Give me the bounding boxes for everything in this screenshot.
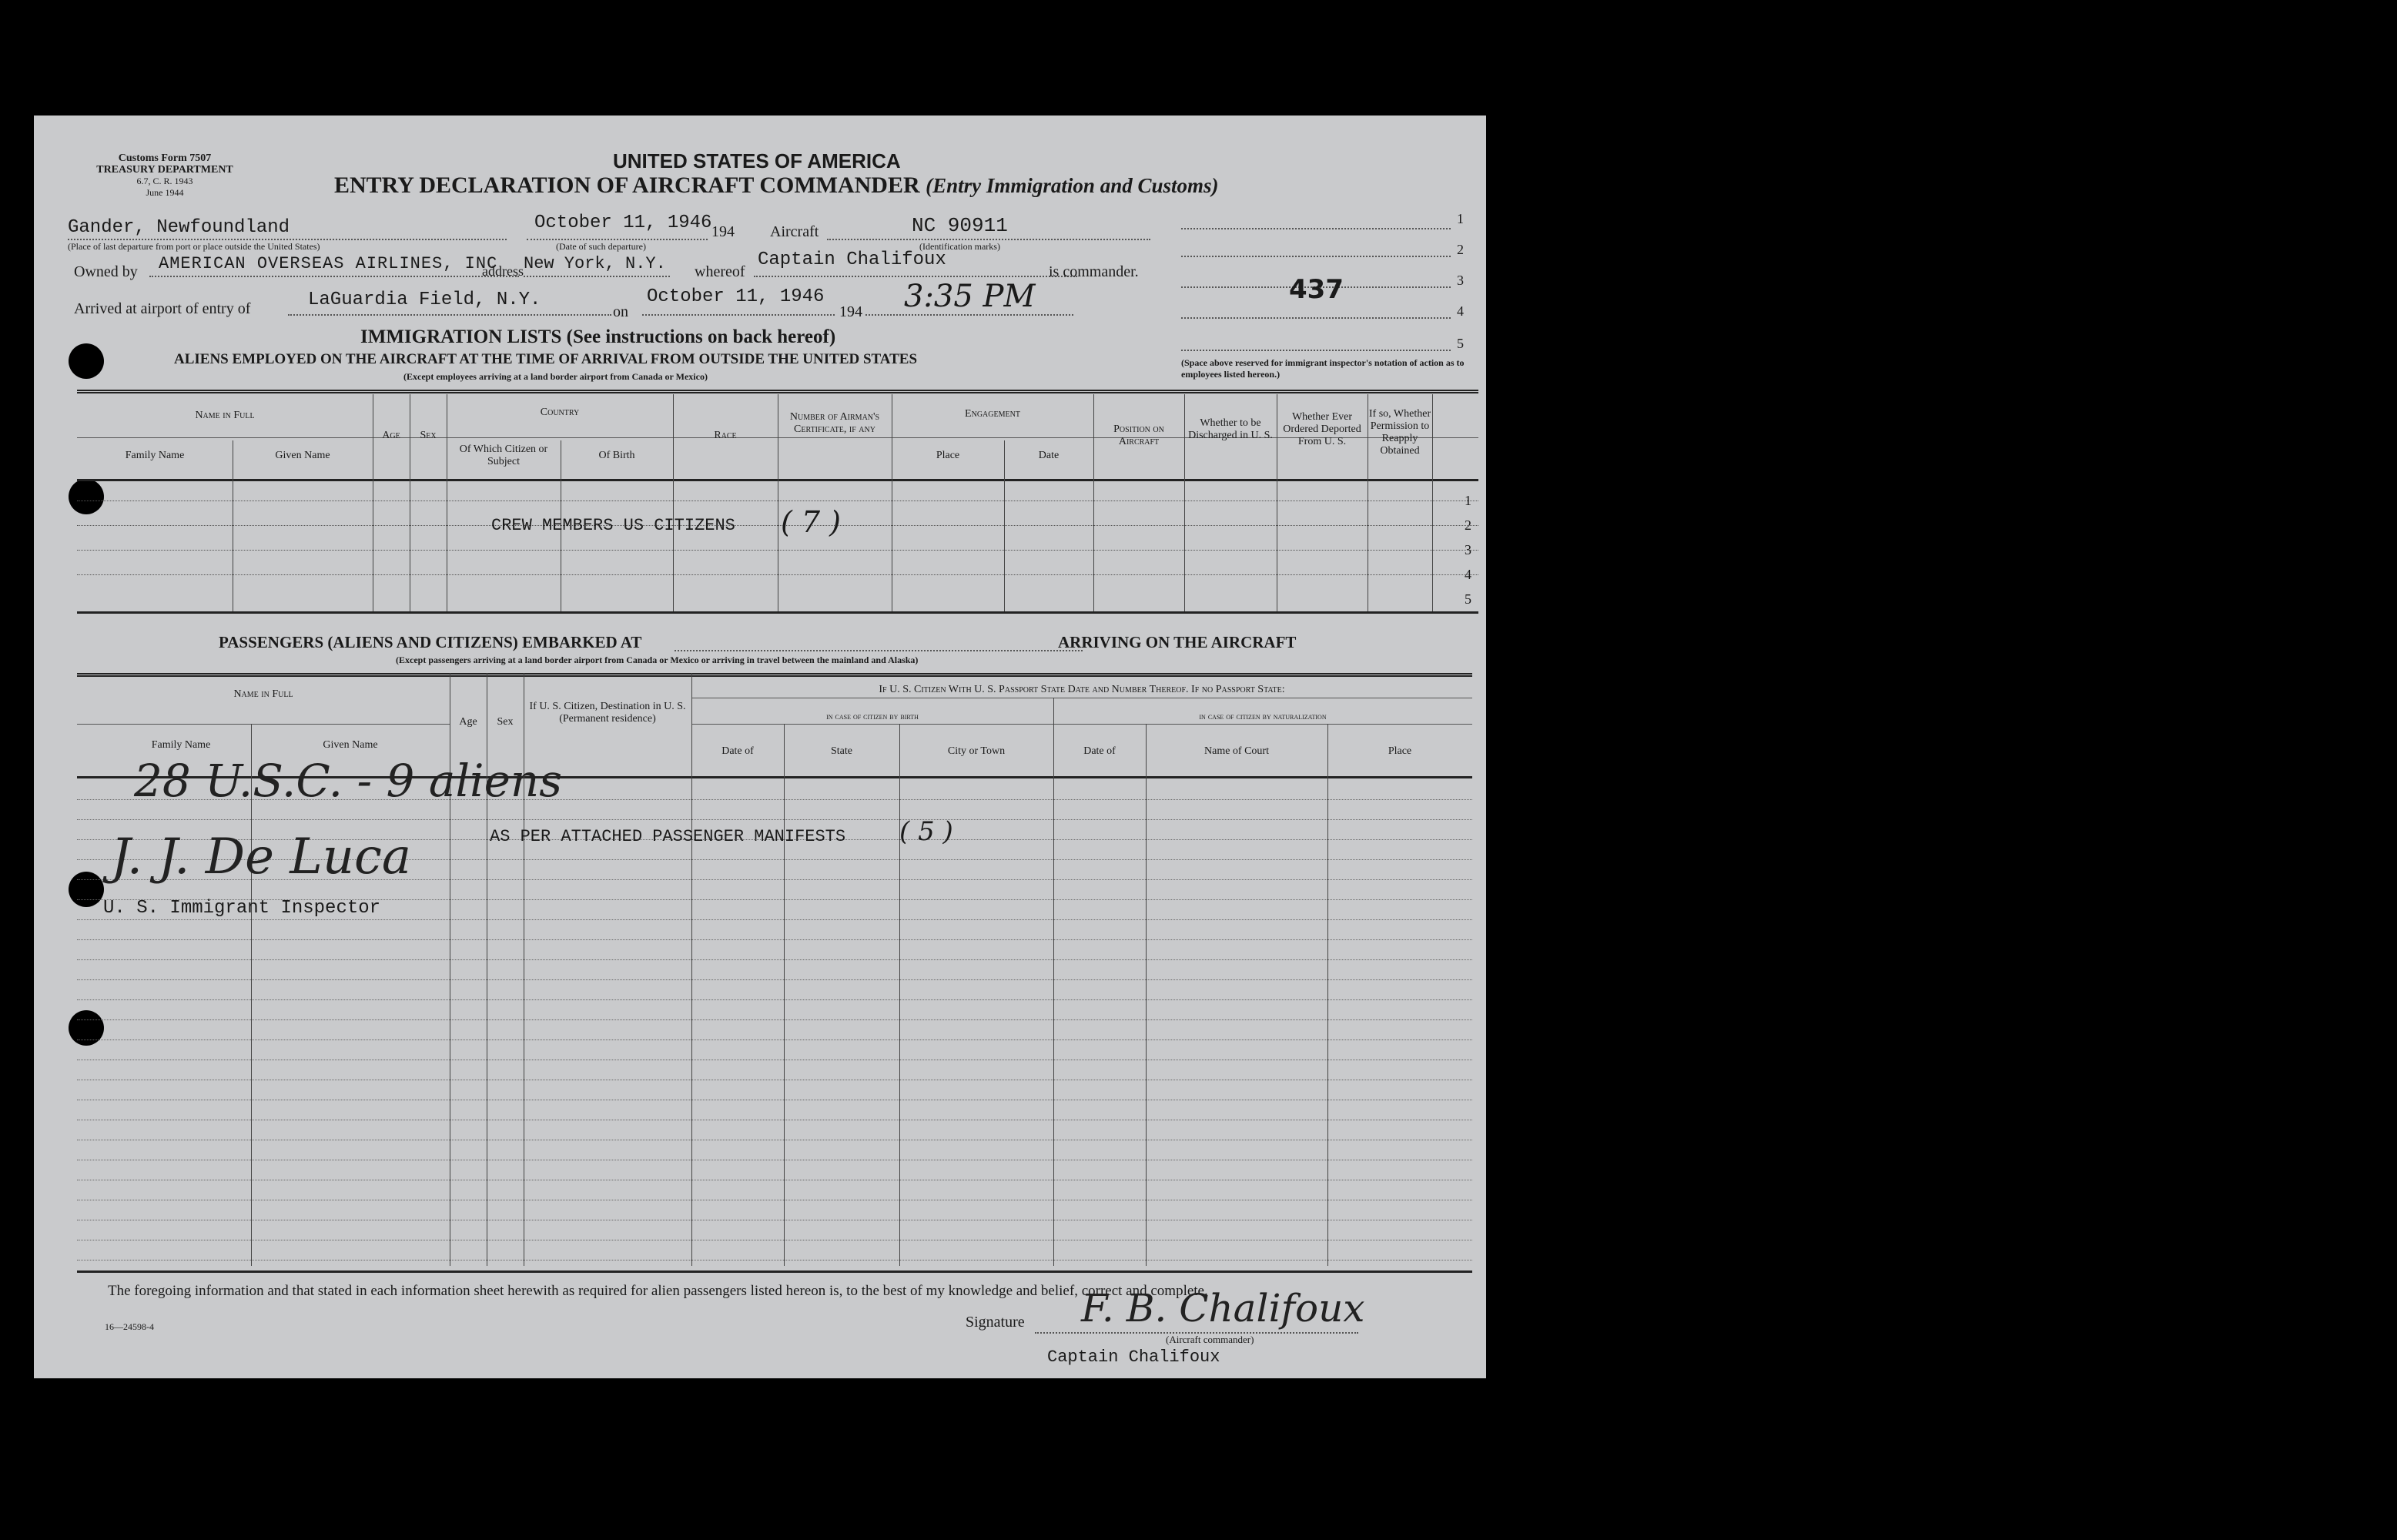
pass-header-name: Name in Full [233, 688, 293, 700]
page-title [334, 172, 1219, 199]
immigration-subtitle: ALIENS EMPLOYED ON THE AIRCRAFT AT THE TIME OF ARRIVAL FROM OUTSIDE THE UNITED STATES [174, 351, 918, 367]
crew-row-number: 1 [1465, 493, 1471, 508]
pass-header-age: Age [459, 716, 477, 728]
arrival-on-label: on [613, 303, 628, 320]
departure-year-suffix: 194 [711, 223, 735, 240]
arrival-airport: LaGuardia Field, N.Y. [308, 290, 541, 310]
aircraft-label: Aircraft [770, 223, 819, 240]
pass-header-sex: Sex [497, 716, 514, 728]
crew-row-number: 4 [1465, 567, 1471, 582]
crew-header-discharged: Whether to be Discharged in U. S. [1188, 417, 1273, 441]
pass-header-court: Name of Court [1204, 745, 1269, 757]
crew-entry: CREW MEMBERS US CITIZENS [491, 516, 735, 535]
notation-line-number: 2 [1457, 242, 1464, 257]
notation-note: (Space above reserved for immigrant inspector's notation of action as to employees listed hereon.) [1181, 357, 1465, 380]
crew-header-country: Country [540, 407, 580, 418]
departure-date: October 11, 1946 [534, 213, 712, 233]
crew-header-name: Name in Full [195, 410, 255, 421]
passenger-column-rule [899, 724, 900, 1266]
commander-typed: Captain Chalifoux [1047, 1348, 1220, 1367]
pass-header-by-naturalization: in case of citizen by naturalization [1199, 711, 1327, 721]
country-heading: UNITED STATES OF AMERICA [613, 149, 901, 172]
crew-header-age: Age [382, 430, 400, 441]
manifest-text: AS PER ATTACHED PASSENGER MANIFESTS [490, 827, 846, 846]
crew-header-position: Position on Aircraft [1113, 424, 1164, 447]
handwritten-count: 28 U.S.C. - 9 aliens [134, 755, 563, 807]
pass-header-city: City or Town [947, 745, 1006, 757]
department: TREASURY DEPARTMENT [96, 164, 233, 176]
manifest-count: ( 5 ) [899, 816, 953, 847]
pass-header-family: Family Name [151, 739, 211, 751]
crew-header-permission: If so, Whether Permission to Reapply Obtained [1368, 408, 1431, 457]
address-label: address [482, 263, 524, 279]
passenger-column-rule [691, 673, 692, 1266]
crew-header-deported: Whether Ever Ordered Deported From U. S. [1283, 411, 1361, 447]
passengers-title-right: ARRIVING ON THE AIRCRAFT [1058, 633, 1297, 651]
passenger-row-line [77, 939, 1472, 940]
punch-hole [69, 343, 104, 379]
arrival-label: Arrived at airport of entry of [74, 300, 251, 317]
passenger-column-rule [1146, 724, 1147, 1266]
passengers-note: (Except passengers arriving at a land border airport from Canada or Mexico or arriving in travel between the mainland and Alaska) [396, 654, 919, 665]
print-code: 16—24598-4 [105, 1321, 154, 1332]
owner-name: AMERICAN OVERSEAS AIRLINES, INC [159, 254, 498, 273]
regulation: 6.7, C. R. 1943 [136, 176, 193, 186]
crew-header-date: Date [1038, 450, 1060, 461]
passenger-row-line [77, 959, 1472, 960]
title-suffix: (Entry Immigration and Customs) [926, 174, 1219, 197]
title-main: ENTRY DECLARATION OF AIRCRAFT COMMANDER [334, 172, 920, 198]
punch-hole [69, 1010, 104, 1046]
crew-header-place: Place [936, 450, 960, 461]
form-date: June 1944 [146, 187, 184, 198]
pass-header-destination: If U. S. Citizen, Destination in U. S. (Permanent residence) [529, 701, 686, 725]
passenger-row-line [77, 919, 1472, 920]
passenger-row-line [77, 819, 1472, 820]
passenger-column-rule [1327, 724, 1328, 1266]
notation-line-number: 1 [1457, 211, 1464, 226]
departure-date-caption: (Date of such departure) [556, 241, 646, 252]
passengers-title-left: PASSENGERS (ALIENS AND CITIZENS) EMBARKED AT [219, 633, 642, 651]
crew-row-number: 2 [1465, 517, 1471, 533]
arrival-year-suffix: 194 [839, 303, 862, 320]
owned-by-label: Owned by [74, 263, 138, 280]
signature-label: Signature [966, 1314, 1025, 1331]
commander-signature: F. B. Chalifoux [1081, 1286, 1365, 1331]
crew-header-airman-cert: Number of Airman's Certificate, if any [789, 411, 880, 435]
signature-caption: (Aircraft commander) [1166, 1334, 1254, 1345]
punch-hole [69, 479, 104, 514]
owner-address: New York, N.Y. [524, 254, 666, 273]
whereof-label: whereof [695, 263, 745, 280]
crew-header-of-birth: Of Birth [598, 450, 635, 461]
notation-line-number: 3 [1457, 273, 1464, 288]
arrival-time: 3:35 PM [904, 279, 1036, 314]
notation-line-number: 4 [1457, 303, 1464, 319]
stamp-number: 437 [1289, 274, 1344, 305]
immigration-title: IMMIGRATION LISTS (See instructions on back hereof) [360, 326, 836, 347]
arrival-date: October 11, 1946 [647, 286, 825, 307]
is-commander-label: is commander. [1049, 263, 1139, 280]
crew-row-number: 5 [1465, 591, 1471, 607]
pass-header-passport: If U. S. Citizen With U. S. Passport State Date and Number Thereof. If no Passport State: [879, 684, 1285, 695]
pass-header-place: Place [1388, 745, 1412, 757]
crew-header-sex: Sex [420, 430, 437, 441]
declaration-form [34, 116, 1486, 1378]
crew-header-citizen-of: Of Which Citizen or Subject [459, 444, 548, 467]
passenger-column-rule [1053, 698, 1054, 1266]
crew-header-given: Given Name [275, 450, 330, 461]
crew-header-engagement: Engagement [965, 408, 1020, 420]
pass-header-by-birth: in case of citizen by birth [826, 711, 919, 721]
punch-hole [69, 872, 104, 907]
inspector-signature: J. J. De Luca [111, 829, 411, 886]
crew-header-race: Race [714, 430, 737, 441]
immigration-note: (Except employees arriving at a land border airport from Canada or Mexico) [403, 371, 708, 382]
form-number: Customs Form 7507 [118, 152, 212, 164]
crew-entry-count: ( 7 ) [781, 505, 841, 539]
aircraft-id: NC 90911 [912, 214, 1008, 237]
notation-line-number: 5 [1457, 336, 1464, 351]
pass-header-given: Given Name [323, 739, 378, 751]
pass-header-date-of: Date of [721, 745, 754, 757]
pass-header-state: State [831, 745, 852, 757]
departure-place-caption: (Place of last departure from port or place outside the United States) [68, 241, 320, 252]
commander-name: Captain Chalifoux [758, 249, 946, 270]
departure-place: Gander, Newfoundland [68, 217, 290, 238]
declaration-text: The foregoing information and that stated in each information sheet herewith as required for alien passengers listed hereon is, to the best of my knowledge and belief, correct and complete. [108, 1283, 1208, 1299]
pass-header-date-of-2: Date of [1083, 745, 1116, 757]
passenger-row-line [77, 999, 1472, 1000]
passenger-row-line [77, 979, 1472, 980]
inspector-title: U. S. Immigrant Inspector [103, 898, 381, 919]
crew-row-number: 3 [1465, 542, 1471, 557]
aircraft-caption: (Identification marks) [919, 241, 1000, 252]
crew-header-family: Family Name [125, 450, 185, 461]
passenger-column-rule [784, 724, 785, 1266]
form-id-block [80, 152, 249, 199]
passenger-row-line [77, 1019, 1472, 1020]
